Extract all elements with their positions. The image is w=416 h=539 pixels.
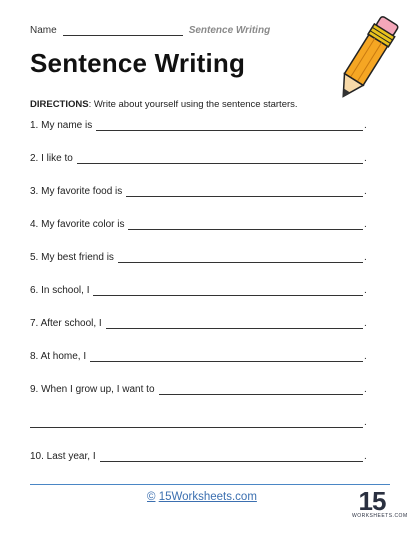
- sentence-period: .: [364, 451, 367, 462]
- name-field-line[interactable]: [63, 26, 183, 36]
- page-title: Sentence Writing: [30, 48, 246, 78]
- answer-blank[interactable]: [30, 417, 363, 428]
- pencil-icon: [332, 10, 400, 110]
- worksheet-tag: Sentence Writing: [188, 25, 271, 36]
- answer-blank[interactable]: [106, 318, 363, 329]
- name-row: [30, 25, 270, 36]
- sentence-period: .: [364, 318, 367, 329]
- sentence-period: .: [364, 153, 367, 164]
- sentence-period: .: [364, 252, 367, 263]
- sentence-line[interactable]: [30, 120, 368, 131]
- sentence-prompt: 2. I like to: [30, 153, 73, 164]
- sentence-period: .: [364, 285, 367, 296]
- sentence-period: .: [364, 384, 367, 395]
- sentence-prompt: 6. In school, I: [30, 285, 90, 296]
- sentence-period: .: [364, 186, 367, 197]
- answer-blank[interactable]: [93, 285, 363, 296]
- footer-link[interactable]: [147, 491, 257, 503]
- footer-site: 15Worksheets.com: [158, 491, 257, 503]
- answer-blank[interactable]: [77, 153, 363, 164]
- directions-text: : Write about yourself using the sentence starters.: [88, 99, 298, 110]
- sentence-line[interactable]: [30, 186, 368, 197]
- sentence-prompt: 5. My best friend is: [30, 252, 114, 263]
- sentence-period: .: [364, 417, 367, 428]
- directions: [30, 99, 298, 110]
- sentence-period: .: [364, 351, 367, 362]
- sentence-period: .: [364, 120, 367, 131]
- answer-blank[interactable]: [118, 252, 363, 263]
- sentence-prompt: 4. My favorite color is: [30, 219, 125, 230]
- sentence-prompt: 10. Last year, I: [30, 451, 96, 462]
- copyright-symbol: ©: [147, 491, 156, 503]
- answer-blank[interactable]: [159, 384, 363, 395]
- site-logo: [352, 486, 408, 519]
- sentence-line[interactable]: [30, 252, 368, 263]
- answer-blank[interactable]: [126, 186, 363, 197]
- logo-number: 15: [358, 486, 386, 516]
- sentence-line[interactable]: [30, 219, 368, 230]
- sentence-line[interactable]: [30, 451, 368, 462]
- sentence-prompt: 9. When I grow up, I want to: [30, 384, 155, 395]
- answer-blank[interactable]: [90, 351, 363, 362]
- sentence-prompt: 3. My favorite food is: [30, 186, 123, 197]
- answer-blank[interactable]: [100, 451, 363, 462]
- sentence-prompt: 7. After school, I: [30, 318, 102, 329]
- sentence-line[interactable]: [30, 351, 368, 362]
- sentence-prompt: 8. At home, I: [30, 351, 87, 362]
- answer-blank[interactable]: [128, 219, 363, 230]
- sentence-line[interactable]: [30, 285, 368, 296]
- sentence-period: .: [364, 219, 367, 230]
- logo-subtitle: WORKSHEETS.COM: [352, 513, 408, 519]
- sentence-line[interactable]: [30, 318, 368, 329]
- sentence-prompt: 1. My name is: [30, 120, 93, 131]
- sentence-line[interactable]: [30, 153, 368, 164]
- answer-blank[interactable]: [96, 120, 363, 131]
- sentence-line[interactable]: [30, 384, 368, 395]
- continuation-line[interactable]: [30, 417, 368, 428]
- directions-label: DIRECTIONS: [30, 99, 89, 110]
- footer-divider: [30, 484, 390, 485]
- name-label: Name: [30, 25, 57, 36]
